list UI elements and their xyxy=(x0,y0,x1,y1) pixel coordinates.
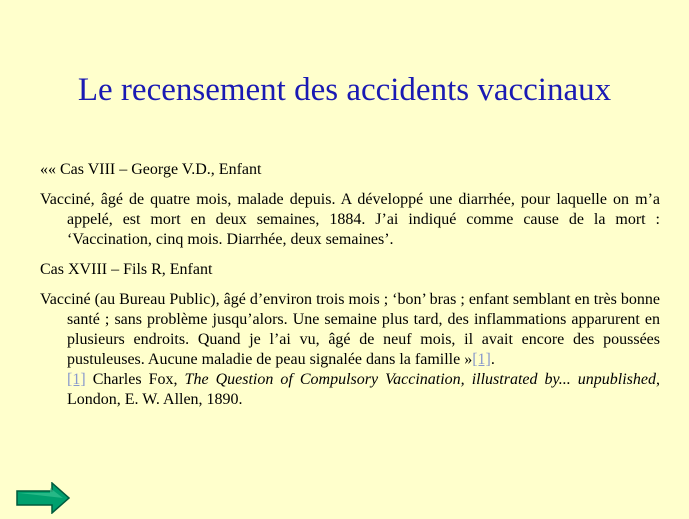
next-slide-button[interactable] xyxy=(16,482,70,514)
reference-period: . xyxy=(490,351,495,368)
footnote-marker-link[interactable]: [1] xyxy=(67,371,86,388)
footnote-author: Charles Fox, xyxy=(85,371,185,388)
footnote-publication: , London, E. W. Allen, 1890. xyxy=(67,371,661,408)
case-18-heading: Cas XVIII – Fils R, Enfant xyxy=(40,261,213,278)
case-8-text: Vacciné, âgé de quatre mois, malade depuis. A développé une diarrhée, pour laquelle on m’a appelé, est mort en deux semaines, 1884. J’ai indiqué comme cause de la mort : ‘Vaccination, cinq mois. Diarrhée, deux semaines’. xyxy=(40,191,660,248)
footnote-reference-link[interactable]: [1] xyxy=(472,351,491,368)
case-8-heading: «« Cas VIII – George V.D., Enfant xyxy=(40,161,262,178)
slide-title: Le recensement des accidents vaccinaux xyxy=(77,72,612,108)
slide-body xyxy=(40,160,660,420)
case-18-body: Vacciné (au Bureau Public), âgé d’environ trois mois ; ‘bon’ bras ; enfant semblant en très bonne santé ; sans problème jusqu’alors. Une semaine plus tard, des inflammations apparurent en plusieurs endroits. Quand je l’ai vu, âgé de neuf mois, il avait encore des poussées pustuleuses. Aucune maladie de peau signalée dans la famille » xyxy=(40,291,660,368)
right-arrow-icon xyxy=(16,482,70,514)
case-18-text xyxy=(40,290,660,410)
footnote-book-title: The Question of Compulsory Vaccination, illustrated by... unpublished xyxy=(184,371,657,388)
